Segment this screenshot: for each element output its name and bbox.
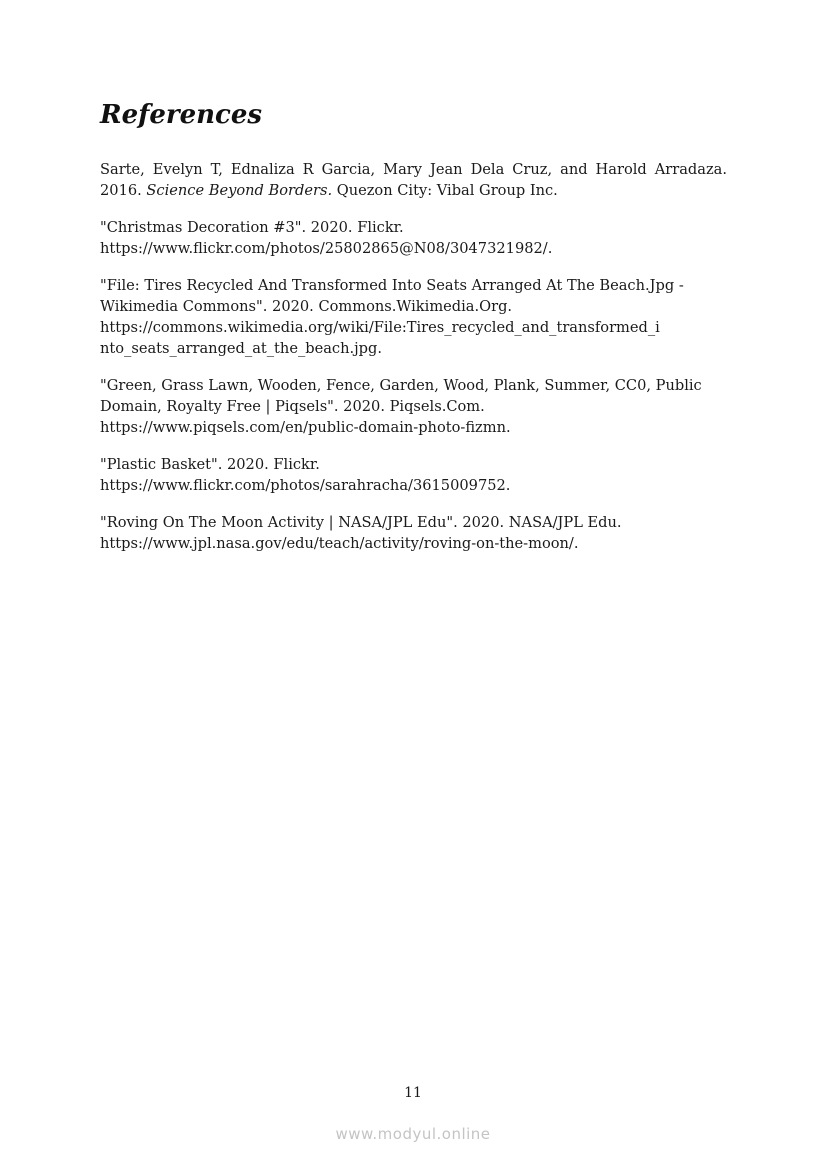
reference-url: https://www.flickr.com/photos/25802865@N08/3047321982/.: [100, 240, 553, 257]
reference-line: "File: Tires Recycled And Transformed Into Seats Arranged At The Beach.Jpg -: [100, 277, 684, 294]
reference-year: 2016.: [100, 182, 147, 199]
reference-item: [100, 159, 727, 201]
reference-publisher: Quezon City: Vibal Group Inc.: [332, 182, 558, 199]
watermark: www.modyul.online: [335, 1125, 491, 1143]
reference-book-title: Science Beyond Borders.: [146, 182, 333, 199]
reference-url: https://www.piqsels.com/en/public-domain-photo-fizmn.: [100, 419, 511, 436]
reference-list: [100, 159, 727, 570]
reference-line: "Roving On The Moon Activity | NASA/JPL Edu". 2020. NASA/JPL Edu.: [100, 514, 622, 531]
reference-url: https://commons.wikimedia.org/wiki/File:Tires_recycled_and_transformed_i: [100, 319, 660, 336]
reference-item: [100, 217, 727, 259]
reference-line: Sarte, Evelyn T, Ednaliza R Garcia, Mary Jean Dela Cruz, and Harold Arradaza.: [100, 161, 727, 178]
reference-item: [100, 454, 727, 496]
reference-item: [100, 512, 727, 554]
reference-line: Domain, Royalty Free | Piqsels". 2020. Piqsels.Com.: [100, 398, 485, 415]
reference-line: [100, 180, 727, 201]
reference-line: "Plastic Basket". 2020. Flickr.: [100, 456, 320, 473]
reference-line: Wikimedia Commons". 2020. Commons.Wikimedia.Org.: [100, 298, 513, 315]
reference-url: https://www.jpl.nasa.gov/edu/teach/activity/roving-on-the-moon/.: [100, 535, 579, 552]
reference-url: nto_seats_arranged_at_the_beach.jpg.: [100, 340, 382, 357]
reference-item: [100, 375, 727, 438]
reference-line: "Christmas Decoration #3". 2020. Flickr.: [100, 219, 404, 236]
reference-url: https://www.flickr.com/photos/sarahracha/3615009752.: [100, 477, 511, 494]
reference-line: "Green, Grass Lawn, Wooden, Fence, Garden, Wood, Plank, Summer, CC0, Public: [100, 377, 702, 394]
page-number: 11: [404, 1085, 422, 1101]
page-title: References: [100, 100, 263, 130]
reference-item: [100, 275, 727, 359]
